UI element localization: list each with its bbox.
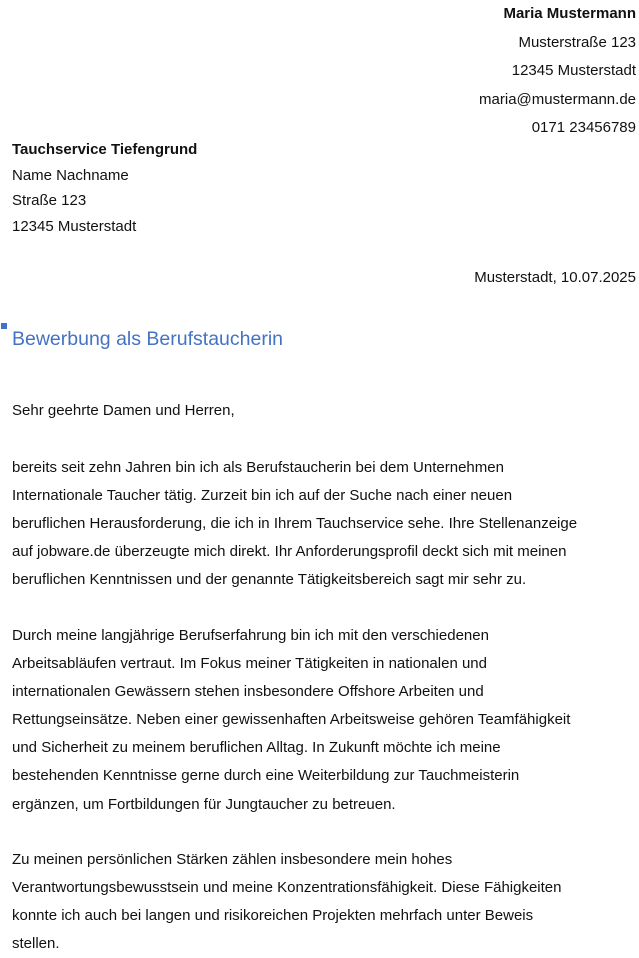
paragraph-line: stellen. [12, 935, 60, 953]
paragraph-line: Arbeitsabläufen vertraut. Im Fokus meiner Tätigkeiten in nationalen und [12, 655, 487, 673]
paragraph-line: und Sicherheit zu meinem beruflichen Alltag. In Zukunft möchte ich meine [12, 739, 501, 757]
letter-subject: Bewerbung als Berufstaucherin [12, 328, 283, 350]
paragraph-line: konnte ich auch bei langen und risikoreichen Projekten mehrfach unter Beweis [12, 907, 534, 925]
paragraph-line: beruflichen Kenntnissen und der genannte Tätigkeitsbereich sagt mir sehr zu. [12, 571, 527, 589]
sender-address-block [479, 0, 636, 143]
date-line: Musterstadt, 10.07.2025 [474, 269, 636, 286]
paragraph-line: auf jobware.de überzeugte mich direkt. Ihr Anforderungsprofil deckt sich mit meinen [12, 543, 567, 561]
paragraph-line: Rettungseinsätze. Neben einer gewissenhaften Arbeitsweise gehören Teamfähigkeit [12, 711, 571, 729]
sender-phone: 0171 23456789 [531, 119, 636, 136]
paragraph-experience [12, 622, 632, 819]
recipient-contact: Name Nachname [12, 166, 129, 184]
sender-street: Musterstraße 123 [518, 33, 636, 51]
paragraph-strengths [12, 846, 632, 958]
paragraph-line: Zu meinen persönlichen Stärken zählen insbesondere mein hohes [12, 851, 453, 868]
paragraph-line: bestehenden Kenntnisse gerne durch eine Weiterbildung zur Tauchmeisterin [12, 767, 520, 785]
salutation: Sehr geehrte Damen und Herren, [12, 402, 235, 419]
paragraph-line: ergänzen, um Fortbildungen für Jungtaucher zu betreuen. [12, 795, 396, 813]
recipient-city: 12345 Musterstadt [12, 217, 137, 235]
paragraph-line: Internationale Taucher tätig. Zurzeit bin ich auf der Suche nach einer neuen [12, 487, 513, 505]
recipient-street: Straße 123 [12, 192, 87, 209]
sender-city: 12345 Musterstadt [511, 62, 636, 79]
paragraph-line: Durch meine langjährige Berufserfahrung bin ich mit den verschiedenen [12, 627, 489, 644]
paragraph-line: beruflichen Herausforderung, die ich in Ihrem Tauchservice sehe. Ihre Stellenanzeige [12, 515, 578, 533]
sender-email: maria@mustermann.de [479, 90, 636, 108]
heading-marker [1, 323, 7, 329]
recipient-company: Tauchservice Tiefengrund [12, 141, 198, 158]
paragraph-line: Verantwortungsbewusstsein und meine Konzentrationsfähigkeit. Diese Fähigkeiten [12, 879, 562, 897]
sender-name: Maria Mustermann [503, 5, 636, 22]
paragraph-line: bereits seit zehn Jahren bin ich als Berufstaucherin bei dem Unternehmen [12, 459, 504, 476]
recipient-address-block [12, 137, 197, 239]
paragraph-intro [12, 454, 632, 594]
paragraph-line: internationalen Gewässern stehen insbesondere Offshore Arbeiten und [12, 683, 484, 701]
